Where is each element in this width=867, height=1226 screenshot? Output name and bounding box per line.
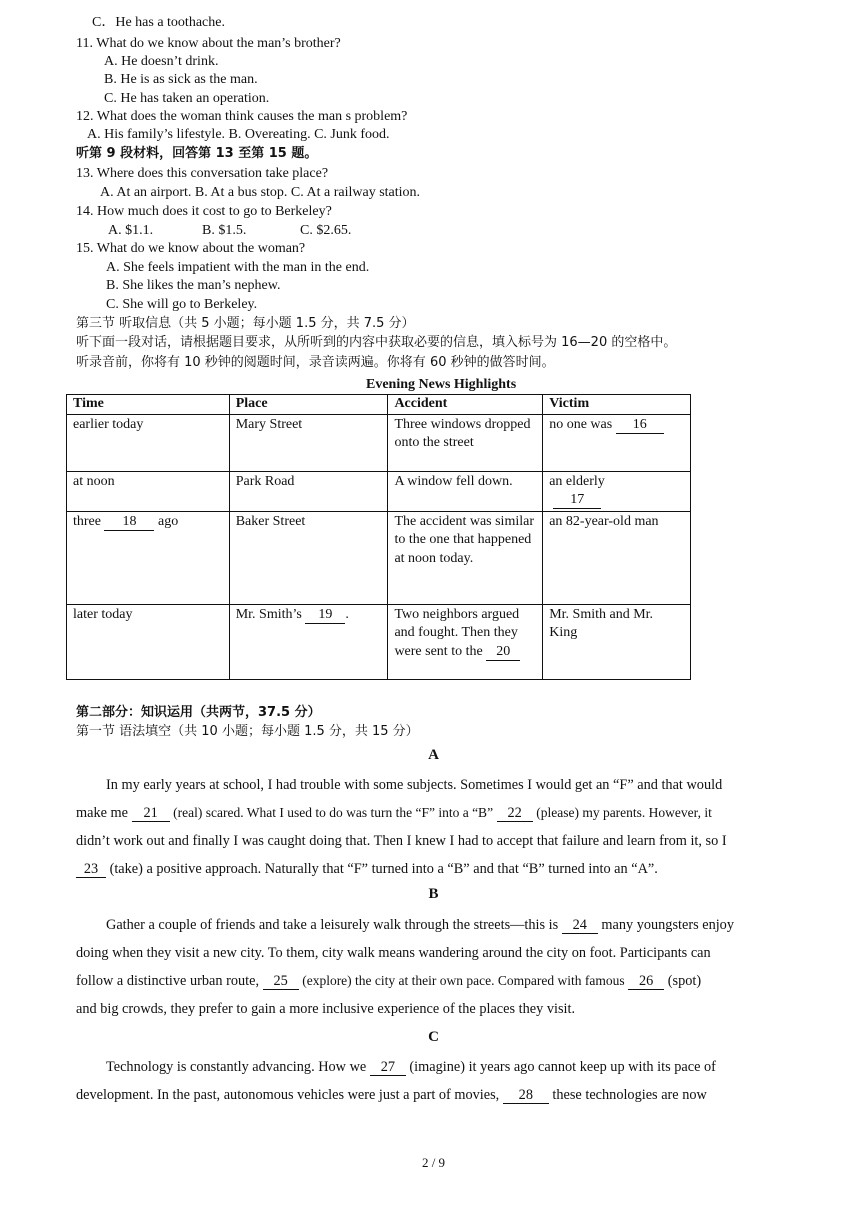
q15-option-a: A. She feels impatient with the man in the end.	[106, 260, 370, 275]
q14-stem: 14. How much does it cost to go to Berkeley?	[76, 204, 332, 219]
table-title: Evening News Highlights	[366, 377, 517, 392]
q13-stem: 13. Where does this conversation take place?	[76, 166, 329, 181]
header-accident: Accident	[388, 395, 543, 415]
q15-stem: 15. What do we know about the woman?	[76, 241, 306, 256]
q14-option-a: A. $1.1.	[108, 223, 154, 238]
q13-options: A. At an airport. B. At a bus stop. C. At a railway station.	[100, 185, 421, 200]
passage-a-label: A	[428, 747, 439, 763]
victim-text: an elderly	[549, 473, 605, 489]
passage-b	[76, 911, 806, 1023]
cell-accident: Three windows dropped onto the street	[388, 414, 543, 471]
q14-option-b: B. $1.5.	[202, 223, 247, 238]
passage-line: In my early years at school, I had trouble with some subjects. Sometimes I would get an “F” and that would	[106, 777, 723, 793]
passage-line: development. In the past, autonomous vehicles were just a part of movies, 28 these technologies are now	[76, 1087, 707, 1103]
news-highlights-table	[66, 394, 691, 680]
q14-option-c: C. $2.65.	[300, 223, 352, 238]
table-row	[67, 414, 691, 471]
q11-stem: 11. What do we know about the man’s brother?	[76, 36, 341, 51]
passage-b-label: B	[428, 886, 439, 902]
cell-time	[67, 511, 230, 604]
q15-option-c: C. She will go to Berkeley.	[106, 297, 258, 312]
section3-instruction-1: 听下面一段对话，请根据题目要求，从所听到的内容中获取必要的信息，填入标号为 16—20 的空格中。	[76, 335, 677, 350]
cell-accident: The accident was similar to the one that happened at noon today.	[388, 511, 543, 604]
answer-blank-22[interactable]: 22	[497, 805, 533, 822]
section3-heading: 第三节 听取信息（共 5 小题；每小题 1.5 分，共 7.5 分）	[76, 316, 415, 331]
q12-options: A. His family’s lifestyle. B. Overeating. C. Junk food.	[87, 127, 390, 142]
header-time: Time	[67, 395, 230, 415]
table-header-row	[67, 395, 691, 415]
passage-line: Gather a couple of friends and take a leisurely walk through the streets—this is 24 many youngsters enjoy	[106, 917, 734, 933]
place-suffix: .	[345, 606, 349, 622]
passage-line: Technology is constantly advancing. How we 27 (imagine) it years ago cannot keep up with its pace of	[106, 1059, 716, 1075]
cell-time: at noon	[67, 471, 230, 511]
answer-blank-19[interactable]: 19	[305, 607, 345, 624]
q11-option-b: B. He is as sick as the man.	[104, 72, 258, 87]
passage-line: follow a distinctive urban route, 25 (explore) the city at their own pace. Compared with famous 26 (spot)	[76, 973, 702, 989]
table-row	[67, 604, 691, 679]
passage-c-label: C	[428, 1029, 439, 1045]
answer-blank-28[interactable]: 28	[503, 1087, 549, 1104]
part2-subheading: 第一节 语法填空（共 10 小题；每小题 1.5 分，共 15 分）	[76, 724, 419, 739]
q12-stem: 12. What does the woman think causes the man s problem?	[76, 109, 408, 124]
passage-line: doing when they visit a new city. To them, city walk means wandering around the city on foot. Participants can	[76, 945, 711, 961]
q11-option-c: C. He has taken an operation.	[104, 91, 270, 106]
passage-line: make me 21 (real) scared. What I used to do was turn the “F” into a “B” 22 (please) my parents. However, it	[76, 805, 712, 821]
passage-line: and big crowds, they prefer to gain a more inclusive experience of the places they visit.	[76, 1001, 576, 1017]
section3-instruction-2: 听录音前，你将有 10 秒钟的阅题时间，录音读两遍。你将有 60 秒钟的做答时间。	[76, 355, 555, 370]
cell-victim: an 82-year-old man	[543, 511, 691, 604]
time-suffix: ago	[157, 513, 179, 529]
cell-place: Baker Street	[229, 511, 388, 604]
answer-blank-20[interactable]: 20	[486, 644, 520, 661]
cell-place: Park Road	[229, 471, 388, 511]
table-row	[67, 511, 691, 604]
answer-blank-24[interactable]: 24	[562, 917, 598, 934]
answer-blank-25[interactable]: 25	[263, 973, 299, 990]
q15-option-b: B. She likes the man’s nephew.	[106, 278, 281, 293]
answer-blank-16[interactable]: 16	[616, 417, 664, 434]
passage-line: 23 (take) a positive approach. Naturally that “F” turned into a “B” and that “B” turned into an “A”.	[76, 855, 806, 883]
cell-place: Mary Street	[229, 414, 388, 471]
answer-blank-23[interactable]: 23	[76, 861, 106, 878]
q11-option-a: A. He doesn’t drink.	[104, 54, 219, 69]
cell-accident: A window fell down.	[388, 471, 543, 511]
q10-option-c: C．He has a toothache.	[92, 15, 225, 30]
answer-blank-21[interactable]: 21	[132, 805, 170, 822]
material-9-instruction: 听第 9 段材料，回答第 13 至第 15 题。	[76, 146, 318, 161]
time-prefix: three	[73, 513, 101, 529]
answer-blank-26[interactable]: 26	[628, 973, 664, 990]
cell-victim	[543, 414, 691, 471]
passage-a	[76, 771, 806, 883]
header-victim: Victim	[543, 395, 691, 415]
cell-time: later today	[67, 604, 230, 679]
answer-blank-27[interactable]: 27	[370, 1059, 406, 1076]
cell-place	[229, 604, 388, 679]
answer-blank-18[interactable]: 18	[104, 514, 154, 531]
place-prefix: Mr. Smith’s	[235, 606, 302, 622]
page-number: 2 / 9	[421, 1155, 446, 1170]
table-row	[67, 471, 691, 511]
cell-victim: Mr. Smith and Mr. King	[543, 604, 691, 679]
passage-line: didn’t work out and finally I was caught doing that. Then I knew I had to accept that failure and learn from it, so I	[76, 833, 727, 849]
cell-victim	[543, 471, 691, 511]
cell-accident	[388, 604, 543, 679]
part2-heading: 第二部分：知识运用（共两节，37.5 分）	[76, 705, 321, 720]
accident-text: Two neighbors argued and fought. Then they were sent to the	[394, 606, 520, 659]
victim-text: no one was	[549, 416, 613, 432]
header-place: Place	[229, 395, 388, 415]
answer-blank-17[interactable]: 17	[553, 492, 601, 509]
cell-time: earlier today	[67, 414, 230, 471]
passage-c	[76, 1053, 806, 1109]
